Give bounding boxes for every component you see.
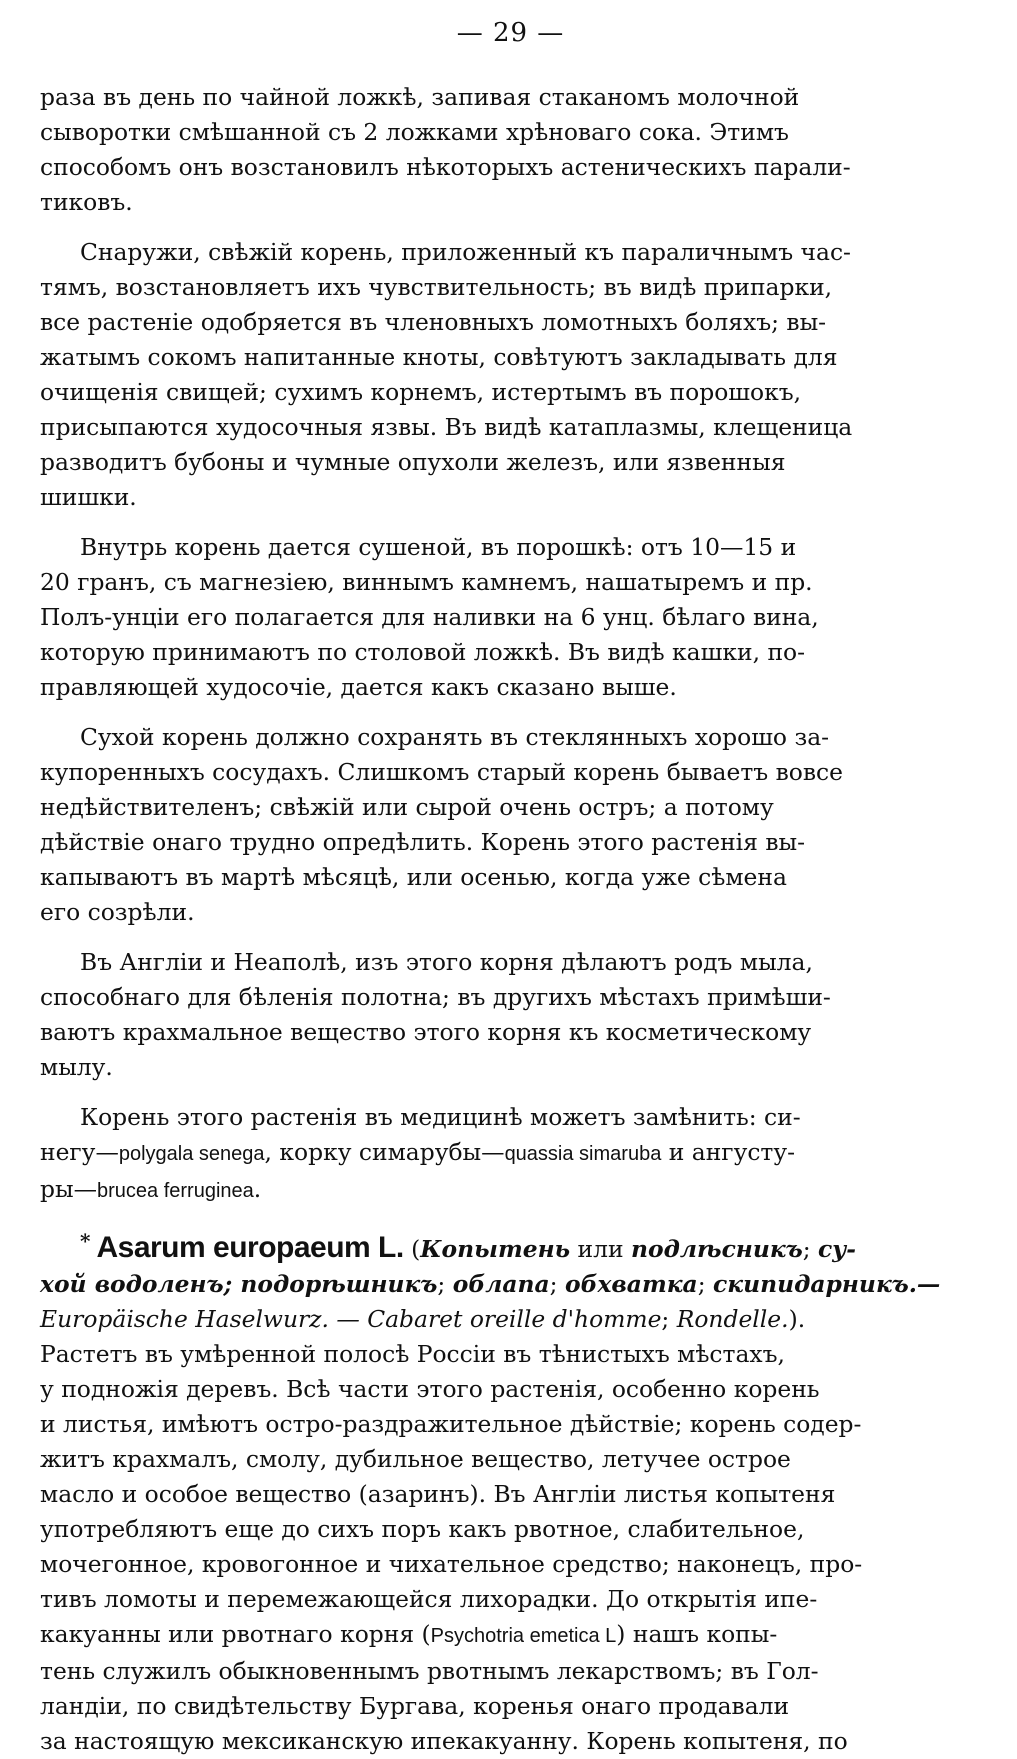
text-line: мочегонное, кровогонное и чихательное средство; наконецъ, про- bbox=[40, 1549, 863, 1578]
text-line: дѣйствіе онаго трудно опредѣлить. Корень этого растенія вы- bbox=[40, 828, 806, 856]
text-line bbox=[40, 1135, 981, 1172]
text-line: сыворотки смѣшанной съ 2 ложками хрѣноваго сока. Этимъ bbox=[40, 118, 789, 146]
text-line bbox=[40, 1302, 981, 1337]
text-line: Сухой корень должно сохранять въ стеклянныхъ хорошо за- bbox=[80, 723, 830, 751]
text-line: раза въ день по чайной ложкѣ, запивая стаканомъ молочной bbox=[40, 83, 800, 111]
text-line: Полъ-унціи его полагается для наливки на 6 унц. бѣлаго вина, bbox=[40, 603, 819, 631]
text-run: . bbox=[253, 1175, 262, 1203]
text-line: разводитъ бубоны и чумные опухоли железъ, или язвенныя bbox=[40, 448, 786, 476]
text-line: тямъ, возстановляетъ ихъ чувствительность; въ видѣ припарки, bbox=[40, 273, 833, 301]
entry-heading-line bbox=[40, 1224, 981, 1267]
text-line: способомъ онъ возстановилъ нѣкоторыхъ астеническихъ парали- bbox=[40, 153, 851, 181]
text-run: ) нашъ копы- bbox=[616, 1619, 778, 1648]
text-line: тивъ ломоты и перемежающейся лихорадки. До открытія ипе- bbox=[40, 1584, 818, 1613]
text-line: правляющей худосочіе, дается какъ сказано выше. bbox=[40, 673, 677, 701]
text-line: 20 гранъ, съ магнезіею, виннымъ камнемъ, нашатыремъ и пр. bbox=[40, 568, 813, 596]
text-run: ; bbox=[661, 1304, 677, 1333]
common-name: обхватка bbox=[564, 1269, 698, 1298]
entry-title: Asarum europaeum L. bbox=[96, 1230, 404, 1264]
text-run: ры— bbox=[40, 1175, 97, 1203]
text-line: Внутрь корень дается сушеной, въ порошкѣ: отъ 10—15 и bbox=[80, 533, 797, 561]
text-run: какуанны или рвотнаго корня ( bbox=[40, 1619, 431, 1648]
text-run: ; bbox=[549, 1269, 565, 1298]
text-line bbox=[40, 1617, 981, 1654]
paragraph-4 bbox=[40, 720, 981, 930]
text-line: купоренныхъ сосудахъ. Слишкомъ старый корень бываетъ вовсе bbox=[40, 758, 843, 786]
text-line: тиковъ. bbox=[40, 188, 133, 216]
text-line: употребляютъ еще до сихъ поръ какъ рвотное, слабительное, bbox=[40, 1514, 805, 1543]
paragraph-6 bbox=[40, 1100, 981, 1209]
common-name: скипидарникъ.— bbox=[713, 1269, 941, 1298]
text-line: Растетъ въ умѣренной полосѣ Россіи въ тѣнистыхъ мѣстахъ, bbox=[40, 1339, 785, 1368]
text-line bbox=[40, 1267, 981, 1302]
text-line: очищенія свищей; сухимъ корнемъ, истертымъ въ порошокъ, bbox=[40, 378, 802, 406]
common-name: подлѣсникъ bbox=[631, 1234, 803, 1263]
text-run: или bbox=[570, 1234, 632, 1263]
latin-name: Psychotria emetica L bbox=[430, 1624, 617, 1647]
text-line: за настоящую мексиканскую ипекакуанну. Корень копытеня, по bbox=[40, 1726, 848, 1755]
text-line: капываютъ въ мартѣ мѣсяцѣ, или осенью, когда уже сѣмена bbox=[40, 863, 787, 891]
text-line: Корень этого растенія въ медицинѣ можетъ замѣнить: си- bbox=[80, 1103, 801, 1131]
text-run: ; bbox=[697, 1269, 714, 1298]
paragraph-3 bbox=[40, 530, 981, 705]
latin-name: quassia simaruba bbox=[504, 1143, 662, 1165]
text-run: негу— bbox=[40, 1138, 119, 1166]
common-name: хой водоленъ; подорѣшникъ bbox=[40, 1269, 438, 1298]
text-line: мылу. bbox=[40, 1053, 113, 1081]
text-line: Снаружи, свѣжій корень, приложенный къ параличнымъ час- bbox=[80, 238, 851, 266]
text-run: ( bbox=[403, 1234, 421, 1263]
text-line: все растеніе одобряется въ членовныхъ ломотныхъ боляхъ; вы- bbox=[40, 308, 827, 336]
text-line: недѣйствителенъ; свѣжій или сырой очень остръ; а потому bbox=[40, 793, 774, 821]
text-run: ; bbox=[802, 1234, 819, 1263]
text-line: которую принимаютъ по столовой ложкѣ. Въ видѣ кашки, по- bbox=[40, 638, 806, 666]
text-line: Въ Англіи и Неаполѣ, изъ этого корня дѣлаютъ родъ мыла, bbox=[80, 948, 813, 976]
latin-name: polygala senega bbox=[118, 1143, 265, 1165]
text-run: ). bbox=[788, 1304, 806, 1333]
text-line bbox=[40, 1172, 981, 1209]
foreign-name: Rondelle. bbox=[676, 1304, 789, 1333]
common-name: облапа bbox=[452, 1269, 550, 1298]
text-line: житъ крахмалъ, смолу, дубильное вещество, летучее острое bbox=[40, 1444, 791, 1473]
asterisk-mark: * bbox=[80, 1229, 91, 1253]
paragraph-5 bbox=[40, 945, 981, 1085]
text-line: и листья, имѣютъ остро-раздражительное дѣйствіе; корень содер- bbox=[40, 1409, 862, 1438]
common-name: су- bbox=[818, 1234, 856, 1263]
text-line: тень служилъ обыкновеннымъ рвотнымъ лекарствомъ; въ Гол- bbox=[40, 1656, 819, 1685]
text-run: , корку симарубы— bbox=[264, 1138, 505, 1166]
text-line: масло и особое вещество (азаринъ). Въ Англіи листья копытеня bbox=[40, 1479, 836, 1508]
page-number: — 29 — bbox=[456, 18, 565, 48]
text-line: ваютъ крахмальное вещество этого корня къ косметическому bbox=[40, 1018, 812, 1046]
latin-name: brucea ferruginea bbox=[96, 1180, 254, 1202]
paragraph-1 bbox=[40, 80, 981, 220]
text-line: способнаго для бѣленія полотна; въ другихъ мѣстахъ примѣши- bbox=[40, 983, 831, 1011]
text-line: жатымъ сокомъ напитанные кноты, совѣтуютъ закладывать для bbox=[40, 343, 838, 371]
text-line: присыпаются худосочныя язвы. Въ видѣ катаплазмы, клещеница bbox=[40, 413, 853, 441]
text-line: ландіи, по свидѣтельству Бургава, коренья онаго продавали bbox=[40, 1691, 790, 1720]
foreign-names: Europäische Haselwurz. — Cabaret oreille d'homme bbox=[40, 1304, 662, 1333]
text-line: шишки. bbox=[40, 483, 137, 511]
entry-asarum bbox=[40, 1224, 981, 1759]
paragraph-2 bbox=[40, 235, 981, 515]
common-name: Копытень bbox=[420, 1234, 571, 1263]
text-run: ; bbox=[437, 1269, 453, 1298]
text-line: у подножія деревъ. Всѣ части этого растенія, особенно корень bbox=[40, 1374, 820, 1403]
text-run: и ангусту- bbox=[661, 1138, 796, 1166]
text-line: его созрѣли. bbox=[40, 898, 195, 926]
